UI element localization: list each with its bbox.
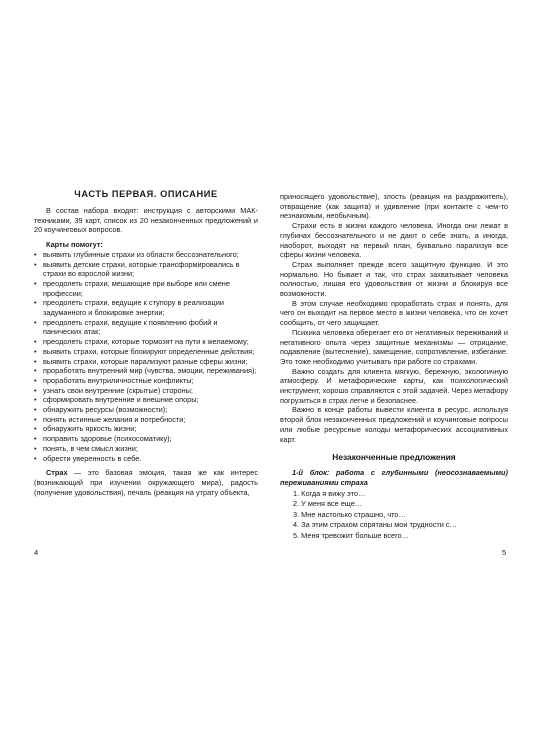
help-list [34, 250, 258, 463]
list-item: • преодолеть страхи, мешающие при выборе или смене профессии; [34, 279, 258, 298]
list-item: • узнать свои внутренние (скрытые) стороны; [34, 386, 258, 396]
list-item: 3. Мне настолько страшно, что… [293, 509, 406, 519]
part-heading: ЧАСТЬ ПЕРВАЯ. ОПИСАНИЕ [74, 189, 218, 199]
block-title: 1-й блок: работа с глубинными (неосознаваемыми) переживаниями страха [280, 468, 508, 487]
list-item: • обнаружить яркость жизни; [34, 424, 258, 434]
list-item: 4. За этим страхом спрятаны мои трудности с… [293, 520, 457, 530]
list-item: • обнаружить ресурсы (возможности); [34, 405, 258, 415]
list-item: • понять истинные желания и потребности; [34, 415, 258, 425]
fear-term: Страх [46, 468, 68, 478]
list-item: • преодолеть страхи, которые тормозят на пути к желаемому; [34, 337, 258, 347]
right-page [280, 192, 508, 542]
page-number-left: 4 [34, 548, 39, 557]
list-item: 1. Когда я вижу это… [293, 488, 366, 498]
list-item: • выявить глубинные страхи из области бессознательного; [34, 250, 258, 260]
list-item: • проработать внутриличностные конфликты; [34, 376, 258, 386]
list-item: • понять, в чем смысл жизни; [34, 444, 258, 454]
body-paragraph: Психика человека оберегает его от негативных переживаний и негативного опыта через защитные механизмы — отрицание, подавление (вытеснение), замещение, сопротивление, избегание. Это тоже необходимо учитывать при работе со страхами. [280, 327, 508, 366]
list-item: • выявить детские страхи, которые трансформировались в страхи во взрослой жизни; [34, 260, 258, 279]
left-page [34, 188, 258, 497]
page-number-right: 5 [502, 548, 507, 557]
body-paragraph: В этом случае необходимо проработать страх и понять, для чего он выходит на первое место в жизни человека, что он хочет сообщить, от чего защищает. [280, 298, 508, 328]
body-paragraph: Страх выполняет прежде всего защитную функцию. И это нормально. Но бывает и так, что страх захватывает человека полностью, лишая его удовольствия от жизни и блокируя все возможности. [280, 259, 508, 299]
fear-definition-paragraph [34, 468, 258, 497]
list-item: • выявить страхи, которые блокируют определенные действия; [34, 347, 258, 357]
body-paragraph: Важно в конце работы вывести клиента в ресурс, используя второй блок незаконченных предложений и коучинговые вопросы или любые ресурсные колоды метафорических ассоциативных карт. [280, 405, 508, 444]
intro-paragraph: В состав набора входят: инструкция с авторскими МАК-техниками, 39 карт, список из 20 незаконченных предложений и 20 коучинговых вопросов. [34, 206, 258, 235]
list-item: • преодолеть страхи, ведущие к ступору в реализации задуманного и блокировке энергии; [34, 298, 258, 317]
list-item: 2. У меня все еще… [293, 499, 363, 509]
list-item: • выявить страхи, которые парализуют разные сферы жизни; [34, 357, 258, 367]
list-item: • преодолеть страхи, ведущие к появлению фобий и панических атак; [34, 318, 258, 337]
fear-definition: — это базовая эмоция, такая же как интерес (возникающий при изучении окружающего мира), радость (получение удовольствия), печаль (реакция на утрату объекта, [34, 468, 258, 497]
body-paragraph: Страхи есть в жизни каждого человека. Иногда они лежат в глубинах бессознательного и не дают о себе знать, а иногда, наоборот, выходят на первый план, буквально парализуя все сферы жизни человека. [280, 221, 508, 260]
section-heading: Незаконченные предложения [332, 452, 456, 463]
continued-paragraph: приносящего удовольствие), злость (реакция на раздражитель), отвращение (как защита) и удивление (при контакте с чем-то незнакомым, необычным). [280, 192, 508, 221]
sentence-list [280, 489, 508, 542]
list-item: 5. Меня тревожит больше всего… [293, 531, 410, 541]
list-item: • проработать внутренний мир (чувства, эмоции, переживания); [34, 366, 258, 376]
list-item: • обрести уверенность в себе. [34, 454, 258, 464]
help-title: Карты помогут: [46, 240, 103, 250]
list-item: • поправить здоровье (психосоматику); [34, 434, 258, 444]
list-item: • сформировать внутренние и внешние опоры; [34, 395, 258, 405]
body-paragraph: Важно создать для клиента мягкую, бережную, экологичную атмосферу. И метафорические карты, как психологический инструмент, хорошо справляются с этой задачей. Через метафору погрузиться в страх легче и безопаснее. [280, 366, 508, 405]
